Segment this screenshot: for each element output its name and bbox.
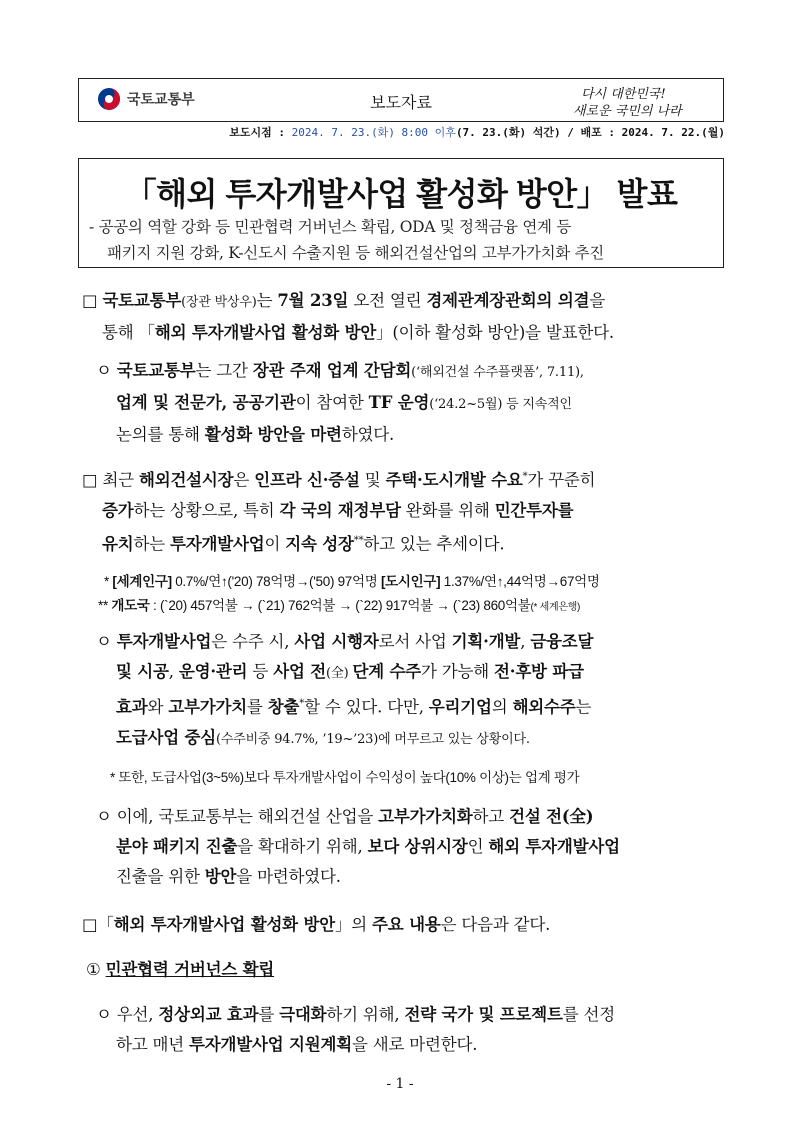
text: 정상외교 효과 <box>158 1005 259 1024</box>
text: : (`20) 457억불 → (`21) 762억불 → (`22) 917억불 → (`23) 860억불 <box>149 598 531 613</box>
text: 하였다. <box>341 425 395 444</box>
text: 인 <box>467 837 489 856</box>
text: , <box>168 662 179 681</box>
text: 창출 <box>267 697 300 717</box>
text: 방안 <box>204 867 237 886</box>
text: 투자개발사업 <box>116 632 212 651</box>
text: 투자개발사업 지원계획 <box>189 1035 352 1054</box>
text: 투자개발사업 <box>170 534 265 553</box>
paragraph-2b <box>96 802 728 892</box>
text: 을 새로 마련한다. <box>351 1035 478 1054</box>
text: 완화를 위해 <box>400 500 495 520</box>
release-time: 2024. 7. 23.(화) 8:00 이후 <box>291 126 456 139</box>
paragraph-1a <box>96 356 728 450</box>
text: 각 국의 재정부담 <box>279 500 401 520</box>
text: 「 <box>97 915 114 934</box>
text: 를 <box>246 697 268 717</box>
text: (‘해외건설 수주플랫폼’, 7.11), <box>411 365 584 380</box>
text: 유치 <box>102 534 134 553</box>
text: 의 <box>491 697 513 717</box>
text: 금융조달 <box>530 632 594 651</box>
text: 전략 국가 및 프로젝트 <box>404 1005 563 1024</box>
text: [세계인구] <box>112 574 172 589</box>
text: 로서 사업 <box>378 632 452 651</box>
text: 와 <box>147 697 169 717</box>
text: 이에, 국토교통부는 해외건설 산업을 <box>116 807 379 826</box>
slogan-line-1: 다시 대한민국! <box>581 87 666 102</box>
text: 인프라 신·증설 <box>254 470 360 490</box>
text: 해외수주 <box>512 697 576 717</box>
title-box <box>78 158 724 268</box>
slogan-handwriting <box>569 82 707 120</box>
text: 경제관계장관회의 의결 <box>426 291 590 310</box>
text: 개도국 <box>111 598 150 613</box>
text: (장관 박상우) <box>181 295 257 310</box>
text: 고부가가치 <box>168 697 247 717</box>
text: 지속 성장 <box>285 534 354 553</box>
text: 해외 투자개발사업 활성화 방안 <box>113 915 335 934</box>
text: 하고 <box>472 807 510 826</box>
text: 전·후방 파급 <box>494 662 584 681</box>
page-number: - 1 - <box>386 1076 414 1092</box>
circle-bullet: ㅇ <box>96 361 112 380</box>
text: 해외 투자개발사업 활성화 방안 <box>154 323 377 342</box>
text: 통해 「 <box>102 323 155 342</box>
page-title: 「해외 투자개발사업 활성화 방안」 발표 <box>124 176 678 212</box>
doc-type: 보도자료 <box>370 95 432 112</box>
text: ** <box>98 598 112 613</box>
text: 은 <box>233 470 255 490</box>
text: 가 가능해 <box>420 662 495 681</box>
text: (* 세계은행) <box>530 602 581 613</box>
text: 운영·관리 <box>178 662 248 681</box>
box-bullet: □ <box>82 915 98 934</box>
text: 고부가가치화 <box>378 807 473 826</box>
text: 및 시공 <box>116 662 169 681</box>
text: 진출을 위한 <box>116 867 205 886</box>
footnote-mark: ** <box>353 534 364 546</box>
text: 」(이하 활성화 방안)을 발표한다. <box>376 323 614 342</box>
text: 해외건설시장 <box>138 470 234 490</box>
text: 국토교통부 <box>116 361 196 380</box>
text: 효과 <box>116 697 148 717</box>
text: 극대화 <box>279 1005 327 1024</box>
ministry-name: 국토교통부 <box>127 91 195 107</box>
text: 국토교통부 <box>102 291 182 310</box>
paragraph-4 <box>96 1000 728 1060</box>
text: 0.7%/연↑('20) 78억명→('50) 97억명 <box>171 574 381 589</box>
text: 하는 <box>133 534 171 553</box>
text: 등 <box>247 662 274 681</box>
release-info <box>150 124 725 140</box>
text: 주택·도시개발 수요 <box>385 470 523 490</box>
text: 우선, <box>116 1005 159 1024</box>
text: (수주비중 94.7%, ’19~’23)에 머무르고 있는 상황이다. <box>215 731 530 747</box>
text: 오전 열린 <box>348 291 427 310</box>
section-number: ① <box>86 960 101 979</box>
text: 활성화 방안을 마련 <box>204 425 342 444</box>
text: 건설 전(全) <box>509 807 594 826</box>
circle-bullet: ㅇ <box>96 807 112 826</box>
text: 우리기업 <box>428 697 492 717</box>
text: 해외 투자개발사업 <box>488 837 620 856</box>
text: 을 <box>589 291 606 310</box>
text: 업계 및 전문가, 공공기관 <box>116 393 296 412</box>
text: 하고 매년 <box>116 1035 190 1054</box>
text: 7월 23일 <box>277 291 349 310</box>
paragraph-1 <box>82 286 728 348</box>
text: 논의를 통해 <box>116 425 205 444</box>
text: 하기 위해, <box>326 1005 405 1024</box>
text: 를 <box>258 1005 280 1024</box>
text: 기획·개발 <box>451 632 521 651</box>
text: 및 <box>359 470 386 490</box>
paragraph-2a <box>96 627 728 755</box>
text: 은 수주 시, <box>211 632 295 651</box>
release-label: 보도시점 : <box>229 126 285 139</box>
text: 하고 있는 추세이다. <box>363 534 505 553</box>
text: 증가 <box>102 500 134 520</box>
text: 는 그간 <box>195 361 253 380</box>
text: 단계 수주 <box>352 662 421 681</box>
text: 주요 내용 <box>372 915 441 934</box>
text: 하는 상황으로, 특히 <box>133 500 280 520</box>
text: [도시인구] <box>380 574 441 589</box>
text: , <box>520 632 531 651</box>
text: 1.37%/연↑,44억명→67억명 <box>440 574 600 589</box>
circle-bullet: ㅇ <box>96 632 112 651</box>
text: 는 <box>575 697 592 717</box>
footnote-2 <box>98 594 580 614</box>
release-tail: (7. 23.(화) 석간) / 배포 : 2024. 7. 22.(월) <box>455 126 725 139</box>
box-bullet: □ <box>82 470 98 490</box>
text: 이 참여한 <box>295 393 369 412</box>
text: 사업 전 <box>273 662 326 681</box>
text: 사업 시행자 <box>294 632 379 651</box>
subtitle-line-2: 패키지 지원 강화, K-신도시 수출지원 등 해외건설산업의 고부가가치화 추진 <box>107 244 604 262</box>
text: 」의 <box>334 915 373 934</box>
text: 을 마련하였다. <box>236 867 341 886</box>
slogan-line-2: 새로운 국민의 나라 <box>573 104 682 119</box>
text: 민간투자를 <box>494 500 574 520</box>
box-bullet: □ <box>82 291 98 310</box>
section-title: 민관협력 거버넌스 확립 <box>105 960 275 979</box>
paragraph-3 <box>82 910 728 940</box>
text: 은 다음과 같다. <box>440 915 551 934</box>
paragraph-2 <box>82 462 728 559</box>
footnote-mark: * <box>522 471 528 482</box>
text: TF 운영 <box>368 393 430 412</box>
footnote-1 <box>104 570 600 590</box>
text: 할 수 있다. 다만, <box>304 697 429 717</box>
text: 을 확대하기 위해, <box>237 837 368 856</box>
section-1-heading <box>86 955 732 985</box>
text: (全) <box>325 666 353 681</box>
text: 는 <box>256 291 278 310</box>
text: (‘24.2~5월) 등 지속적인 <box>429 397 572 412</box>
subtitle-line-1: - 공공의 역할 강화 등 민관협력 거버넌스 확립, ODA 및 정책금융 연계 등 <box>89 218 572 236</box>
circle-bullet: ㅇ <box>96 1005 112 1024</box>
text: 장관 주재 업계 간담회 <box>252 361 412 380</box>
text: * <box>104 574 113 589</box>
text: 이 <box>264 534 286 553</box>
footnote-3: * 또한, 도급사업(3~5%)보다 투자개발사업이 수익성이 높다(10% 이상)는 업계 평가 <box>110 770 580 785</box>
text: 가 꾸준히 <box>527 470 596 490</box>
text: 를 선정 <box>562 1005 616 1024</box>
text: 보다 상위시장 <box>367 837 468 856</box>
header-box <box>78 78 724 122</box>
text: 도급사업 중심 <box>116 727 216 747</box>
text: 최근 <box>102 470 139 490</box>
text: 분야 패키지 진출 <box>116 837 238 856</box>
footnote-mark: * <box>299 698 305 709</box>
